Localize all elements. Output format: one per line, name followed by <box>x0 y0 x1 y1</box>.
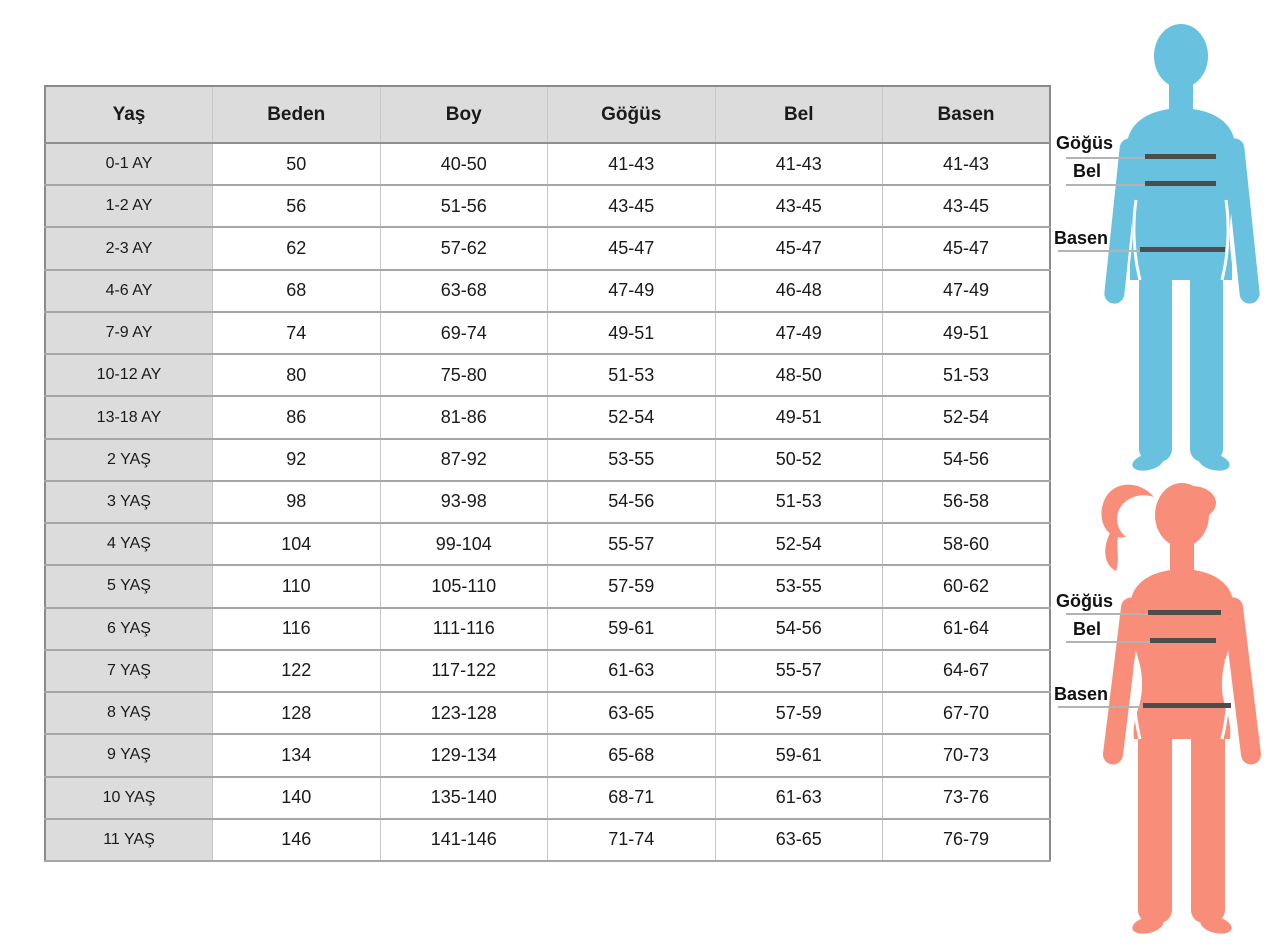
cell-beden: 68 <box>213 270 381 312</box>
cell-bel: 46-48 <box>715 270 883 312</box>
cell-gogus: 41-43 <box>548 143 716 185</box>
table-row <box>45 608 1050 650</box>
table-row <box>45 650 1050 692</box>
boy-left-leg <box>1139 264 1172 462</box>
row-label-age: 10-12 AY <box>45 354 213 396</box>
col-header-yas: Yaş <box>45 86 213 143</box>
cell-boy: 75-80 <box>380 354 548 396</box>
table-row <box>45 185 1050 227</box>
girl-waist-measure-line-bold <box>1150 638 1216 643</box>
cell-beden: 146 <box>213 819 381 861</box>
cell-boy: 81-86 <box>380 396 548 438</box>
cell-beden: 50 <box>213 143 381 185</box>
cell-bel: 54-56 <box>715 608 883 650</box>
row-label-age: 3 YAŞ <box>45 481 213 523</box>
cell-gogus: 63-65 <box>548 692 716 734</box>
cell-bel: 47-49 <box>715 312 883 354</box>
boy-right-leg <box>1190 264 1223 462</box>
row-label-age: 2 YAŞ <box>45 439 213 481</box>
table-row <box>45 143 1050 185</box>
cell-gogus: 53-55 <box>548 439 716 481</box>
row-label-age: 1-2 AY <box>45 185 213 227</box>
size-table-header <box>45 86 1050 143</box>
col-header-boy: Boy <box>380 86 548 143</box>
row-label-age: 2-3 AY <box>45 227 213 269</box>
cell-beden: 92 <box>213 439 381 481</box>
row-label-age: 5 YAŞ <box>45 565 213 607</box>
table-row <box>45 734 1050 776</box>
girl-torso <box>1129 569 1234 739</box>
cell-boy: 105-110 <box>380 565 548 607</box>
cell-gogus: 55-57 <box>548 523 716 565</box>
cell-bel: 50-52 <box>715 439 883 481</box>
cell-gogus: 49-51 <box>548 312 716 354</box>
cell-bel: 61-63 <box>715 777 883 819</box>
boy-torso <box>1125 108 1236 280</box>
cell-bel: 45-47 <box>715 227 883 269</box>
cell-basen: 70-73 <box>883 734 1051 776</box>
cell-bel: 57-59 <box>715 692 883 734</box>
cell-basen: 56-58 <box>883 481 1051 523</box>
girl-waist-measure-label: Bel <box>1073 619 1102 639</box>
cell-gogus: 57-59 <box>548 565 716 607</box>
table-row <box>45 481 1050 523</box>
cell-basen: 58-60 <box>883 523 1051 565</box>
row-label-age: 4 YAŞ <box>45 523 213 565</box>
cell-bel: 55-57 <box>715 650 883 692</box>
boy-chest-measure-line-bold <box>1145 154 1216 159</box>
cell-boy: 51-56 <box>380 185 548 227</box>
table-row <box>45 692 1050 734</box>
boy-hip-measure-label: Basen <box>1054 228 1109 248</box>
cell-bel: 53-55 <box>715 565 883 607</box>
cell-boy: 123-128 <box>380 692 548 734</box>
col-header-beden: Beden <box>213 86 381 143</box>
header-row <box>45 86 1050 143</box>
cell-gogus: 45-47 <box>548 227 716 269</box>
row-label-age: 7 YAŞ <box>45 650 213 692</box>
size-table <box>44 85 1051 862</box>
cell-boy: 117-122 <box>380 650 548 692</box>
table-row <box>45 270 1050 312</box>
cell-beden: 128 <box>213 692 381 734</box>
row-label-age: 13-18 AY <box>45 396 213 438</box>
cell-beden: 134 <box>213 734 381 776</box>
col-header-basen: Basen <box>883 86 1051 143</box>
cell-basen: 45-47 <box>883 227 1051 269</box>
cell-boy: 87-92 <box>380 439 548 481</box>
table-row <box>45 312 1050 354</box>
cell-basen: 67-70 <box>883 692 1051 734</box>
cell-gogus: 61-63 <box>548 650 716 692</box>
cell-gogus: 68-71 <box>548 777 716 819</box>
row-label-age: 10 YAŞ <box>45 777 213 819</box>
cell-boy: 40-50 <box>380 143 548 185</box>
cell-bel: 43-45 <box>715 185 883 227</box>
cell-basen: 64-67 <box>883 650 1051 692</box>
cell-gogus: 47-49 <box>548 270 716 312</box>
cell-beden: 98 <box>213 481 381 523</box>
girl-chest-measure-label: Göğüs <box>1056 591 1113 611</box>
girl-hip-measure-label: Basen <box>1054 684 1109 704</box>
cell-bel: 48-50 <box>715 354 883 396</box>
boy-waist-measure-line-bold <box>1145 181 1216 186</box>
table-row <box>45 777 1050 819</box>
cell-basen: 51-53 <box>883 354 1051 396</box>
cell-gogus: 43-45 <box>548 185 716 227</box>
row-label-age: 4-6 AY <box>45 270 213 312</box>
row-label-age: 8 YAŞ <box>45 692 213 734</box>
cell-basen: 49-51 <box>883 312 1051 354</box>
cell-beden: 110 <box>213 565 381 607</box>
girl-left-arm <box>1102 596 1142 765</box>
cell-bel: 63-65 <box>715 819 883 861</box>
cell-basen: 41-43 <box>883 143 1051 185</box>
girl-ponytail <box>1101 485 1154 538</box>
girl-hip-measure-line-bold <box>1143 703 1231 708</box>
cell-boy: 129-134 <box>380 734 548 776</box>
row-label-age: 6 YAŞ <box>45 608 213 650</box>
cell-boy: 99-104 <box>380 523 548 565</box>
cell-bel: 41-43 <box>715 143 883 185</box>
boy-hip-measure-line-bold <box>1140 247 1225 252</box>
table-row <box>45 227 1050 269</box>
girl-ponytail-strand <box>1105 533 1118 571</box>
cell-basen: 43-45 <box>883 185 1051 227</box>
cell-basen: 47-49 <box>883 270 1051 312</box>
cell-basen: 52-54 <box>883 396 1051 438</box>
girl-chest-measure-line-bold <box>1148 610 1221 615</box>
cell-basen: 76-79 <box>883 819 1051 861</box>
cell-beden: 62 <box>213 227 381 269</box>
girl-right-leg <box>1191 725 1225 923</box>
cell-boy: 69-74 <box>380 312 548 354</box>
row-label-age: 0-1 AY <box>45 143 213 185</box>
table-row <box>45 565 1050 607</box>
cell-boy: 63-68 <box>380 270 548 312</box>
girl-left-leg <box>1138 725 1172 923</box>
cell-boy: 141-146 <box>380 819 548 861</box>
cell-basen: 60-62 <box>883 565 1051 607</box>
row-label-age: 9 YAŞ <box>45 734 213 776</box>
col-header-gogus: Göğüs <box>548 86 716 143</box>
cell-beden: 104 <box>213 523 381 565</box>
cell-bel: 51-53 <box>715 481 883 523</box>
boy-waist-measure-label: Bel <box>1073 161 1102 181</box>
cell-basen: 61-64 <box>883 608 1051 650</box>
cell-bel: 59-61 <box>715 734 883 776</box>
boy-chest-measure-label: Göğüs <box>1056 133 1113 153</box>
row-label-age: 7-9 AY <box>45 312 213 354</box>
cell-gogus: 59-61 <box>548 608 716 650</box>
cell-beden: 56 <box>213 185 381 227</box>
size-table-container <box>44 85 1051 862</box>
cell-beden: 80 <box>213 354 381 396</box>
table-row <box>45 396 1050 438</box>
size-table-body <box>45 143 1050 861</box>
cell-beden: 74 <box>213 312 381 354</box>
cell-beden: 140 <box>213 777 381 819</box>
cell-boy: 111-116 <box>380 608 548 650</box>
cell-beden: 86 <box>213 396 381 438</box>
cell-gogus: 51-53 <box>548 354 716 396</box>
cell-bel: 49-51 <box>715 396 883 438</box>
table-row <box>45 354 1050 396</box>
cell-beden: 122 <box>213 650 381 692</box>
table-row <box>45 523 1050 565</box>
cell-gogus: 52-54 <box>548 396 716 438</box>
cell-bel: 52-54 <box>715 523 883 565</box>
cell-basen: 54-56 <box>883 439 1051 481</box>
col-header-bel: Bel <box>715 86 883 143</box>
cell-boy: 135-140 <box>380 777 548 819</box>
table-row <box>45 819 1050 861</box>
cell-beden: 116 <box>213 608 381 650</box>
cell-gogus: 54-56 <box>548 481 716 523</box>
cell-boy: 93-98 <box>380 481 548 523</box>
cell-gogus: 65-68 <box>548 734 716 776</box>
cell-boy: 57-62 <box>380 227 548 269</box>
table-row <box>45 439 1050 481</box>
cell-gogus: 71-74 <box>548 819 716 861</box>
girl-silhouette <box>1101 483 1262 935</box>
cell-basen: 73-76 <box>883 777 1051 819</box>
row-label-age: 11 YAŞ <box>45 819 213 861</box>
